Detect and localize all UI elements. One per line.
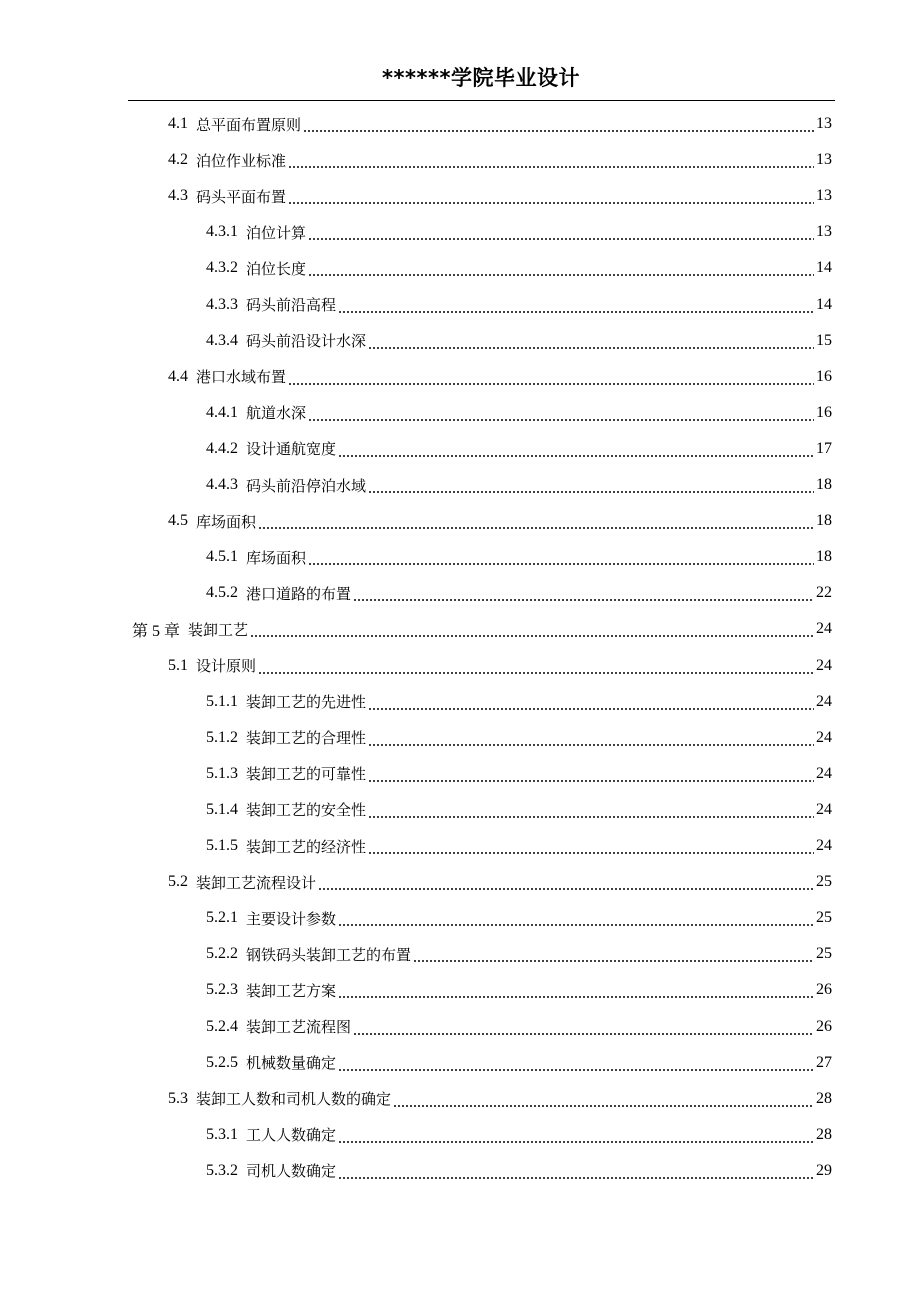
toc-entry[interactable]: [206, 214, 832, 250]
toc-dot-leader: [338, 924, 814, 926]
toc-dot-leader: [368, 852, 814, 854]
toc-dot-leader: [288, 383, 814, 385]
toc-entry[interactable]: [168, 178, 832, 214]
toc-entry-number: 5.2.4: [206, 1017, 238, 1035]
toc-dot-leader: [258, 672, 814, 674]
toc-entry-title: 港口道路的布置: [246, 584, 352, 603]
toc-entry-page-number: 18: [816, 512, 832, 530]
toc-dot-leader: [303, 130, 814, 132]
toc-entry[interactable]: [206, 467, 832, 503]
toc-entry[interactable]: [206, 828, 832, 864]
toc-entry[interactable]: [206, 684, 832, 720]
toc-entry-page-number: 24: [816, 656, 832, 674]
toc-dot-leader: [338, 311, 814, 313]
toc-entry-number: 4.5: [168, 512, 188, 530]
toc-entry-page-number: 22: [816, 584, 832, 602]
toc-entry-page-number: 13: [816, 151, 832, 169]
toc-entry-page-number: 26: [816, 981, 832, 999]
toc-entry-number: 4.3.1: [206, 223, 238, 241]
toc-entry-page-number: 14: [816, 259, 832, 277]
toc-dot-leader: [368, 491, 814, 493]
toc-entry-page-number: 24: [816, 764, 832, 782]
toc-entry-number: 5.2.3: [206, 981, 238, 999]
toc-dot-leader: [288, 202, 814, 204]
toc-entry[interactable]: [206, 1045, 832, 1081]
page-header-title: ******学院毕业设计: [382, 66, 580, 90]
toc-entry-number: 4.4.3: [206, 476, 238, 493]
toc-entry-number: 5.2.1: [206, 909, 238, 927]
toc-dot-leader: [308, 238, 814, 240]
toc-entry-number: 5.1.2: [206, 728, 238, 746]
toc-entry-title: 装卸工艺的先进性: [246, 693, 367, 712]
toc-entry-title: 港口水域布置: [196, 368, 287, 387]
toc-entry-page-number: 24: [816, 692, 832, 710]
toc-entry-page-number: 28: [816, 1125, 832, 1143]
toc-dot-leader: [338, 1141, 814, 1143]
toc-entry-page-number: 14: [816, 295, 832, 313]
toc-entry-page-number: 15: [816, 331, 832, 349]
toc-entry[interactable]: [206, 539, 832, 575]
toc-dot-leader: [308, 274, 814, 276]
toc-entry-number: 5.1: [168, 656, 188, 674]
toc-entry-title: 装卸工艺流程设计: [196, 873, 317, 892]
toc-entry[interactable]: [206, 1117, 832, 1153]
toc-dot-leader: [308, 419, 814, 421]
toc-entry-title: 码头前沿高程: [246, 296, 337, 314]
toc-entry[interactable]: [206, 792, 832, 828]
toc-entry-number: 5.2: [168, 873, 188, 891]
toc-entry-title: 库场面积: [196, 512, 257, 531]
toc-dot-leader: [353, 1033, 814, 1035]
toc-entry-page-number: 25: [816, 873, 832, 891]
toc-dot-leader: [338, 996, 814, 998]
toc-entry-page-number: 24: [816, 728, 832, 746]
toc-entry[interactable]: [206, 250, 832, 286]
toc-entry-page-number: 24: [816, 620, 832, 638]
toc-entry-title: 装卸工人数和司机人数的确定: [196, 1090, 392, 1109]
toc-entry-number: 5.3.2: [206, 1161, 238, 1179]
toc-entry[interactable]: [206, 972, 832, 1008]
toc-entry[interactable]: [206, 431, 832, 467]
toc-entry-page-number: 18: [816, 548, 832, 566]
toc-entry-title: 库场面积: [246, 548, 307, 567]
toc-entry-number: 5.3.1: [206, 1125, 238, 1143]
toc-entry-title: 装卸工艺的合理性: [246, 729, 367, 748]
toc-entry-number: 5.2.2: [206, 945, 238, 963]
toc-dot-leader: [353, 599, 814, 601]
toc-entry-page-number: 16: [816, 403, 832, 421]
toc-entry[interactable]: [206, 756, 832, 792]
toc-dot-leader: [368, 780, 814, 782]
toc-entry-title: 总平面布置原则: [196, 115, 302, 134]
toc-entry-title: 航道水深: [246, 404, 307, 423]
toc-dot-leader: [368, 347, 814, 349]
toc-dot-leader: [413, 960, 814, 962]
toc-entry[interactable]: [168, 1081, 832, 1117]
toc-entry-page-number: 13: [816, 187, 832, 205]
toc-entry-number: 5.1.3: [206, 764, 238, 782]
toc-entry-page-number: 17: [816, 439, 832, 457]
toc-dot-leader: [318, 888, 814, 890]
toc-entry[interactable]: [132, 611, 832, 647]
toc-entry-title: 机械数量确定: [246, 1054, 337, 1073]
toc-entry-number: 5.1.5: [206, 837, 238, 854]
toc-entry[interactable]: [168, 864, 832, 900]
toc-entry-page-number: 16: [816, 367, 832, 385]
toc-entry-page-number: 29: [816, 1161, 832, 1179]
toc-entry-number: 4.3.4: [206, 331, 238, 349]
toc-entry[interactable]: [206, 1153, 832, 1189]
toc-entry-title: 装卸工艺方案: [246, 981, 337, 1000]
toc-entry[interactable]: [168, 359, 832, 395]
toc-entry-page-number: 27: [816, 1053, 832, 1071]
toc-entry-page-number: 25: [816, 945, 832, 963]
toc-entry[interactable]: [168, 503, 832, 539]
toc-entry-number: 4.5.2: [206, 584, 238, 602]
toc-entry-title: 装卸工艺的可靠性: [246, 765, 367, 784]
toc-entry-number: 4.3: [168, 187, 188, 205]
toc-entry-page-number: 24: [816, 837, 832, 854]
toc-entry-title: 泊位作业标准: [196, 151, 287, 170]
toc-entry-number: 5.1.4: [206, 800, 238, 818]
toc-entry[interactable]: [206, 575, 832, 611]
toc-entry-number: 5.2.5: [206, 1053, 238, 1071]
toc-entry-number: 4.3.2: [206, 259, 238, 277]
toc-entry-number: 4.4.2: [206, 439, 238, 457]
toc-entry-page-number: 28: [816, 1089, 832, 1107]
toc-entry-page-number: 25: [816, 909, 832, 927]
toc-entry-title: 码头前沿设计水深: [246, 332, 367, 351]
toc-dot-leader: [338, 1177, 814, 1179]
toc-entry-number: 4.2: [168, 151, 188, 169]
toc-entry[interactable]: [168, 142, 832, 178]
toc-entry-title: 泊位计算: [246, 223, 307, 242]
toc-entry[interactable]: [168, 106, 832, 142]
toc-entry-number: 4.1: [168, 115, 188, 132]
toc-entry-title: 钢铁码头装卸工艺的布置: [246, 945, 412, 964]
toc-dot-leader: [368, 816, 814, 818]
toc-entry[interactable]: [206, 395, 832, 431]
toc-entry-title: 工人人数确定: [246, 1126, 337, 1145]
toc-entry-title: 装卸工艺流程图: [246, 1018, 352, 1036]
toc-entry-title: 码头前沿停泊水域: [246, 476, 367, 495]
toc-entry-number: 4.3.3: [206, 295, 238, 313]
toc-entry-title: 设计原则: [196, 657, 257, 675]
toc-entry-number: 4.5.1: [206, 548, 238, 566]
toc-entry-page-number: 24: [816, 800, 832, 818]
toc-entry-title: 主要设计参数: [246, 909, 337, 928]
toc-entry-title: 装卸工艺: [188, 620, 249, 639]
toc-dot-leader: [338, 455, 814, 457]
toc-entry-page-number: 13: [816, 223, 832, 241]
toc-entry[interactable]: [206, 720, 832, 756]
toc-dot-leader: [368, 744, 814, 746]
toc-dot-leader: [308, 563, 814, 565]
toc-entry-title: 泊位长度: [246, 259, 307, 278]
toc-entry[interactable]: [206, 936, 832, 972]
toc-entry-title: 装卸工艺的经济性: [246, 837, 367, 856]
toc-entry-title: 码头平面布置: [196, 187, 287, 206]
toc-entry[interactable]: [168, 648, 832, 684]
toc-entry-title: 装卸工艺的安全性: [246, 801, 367, 820]
toc-entry-title: 司机人数确定: [246, 1162, 337, 1181]
toc-dot-leader: [258, 527, 814, 529]
toc-dot-leader: [250, 635, 814, 637]
toc-entry-page-number: 13: [816, 115, 832, 132]
toc-entry[interactable]: [206, 1009, 832, 1045]
header-divider: [128, 100, 835, 101]
toc-dot-leader: [288, 166, 814, 168]
toc-entry-title: 设计通航宽度: [246, 440, 337, 459]
toc-entry-number: 4.4.1: [206, 403, 238, 421]
toc-entry-number: 第 5 章: [132, 622, 181, 640]
toc-entry-number: 5.3: [168, 1089, 188, 1107]
toc-entry-page-number: 18: [816, 476, 832, 493]
toc-entry-number: 4.4: [168, 367, 188, 385]
toc-dot-leader: [393, 1105, 814, 1107]
toc-entry-page-number: 26: [816, 1017, 832, 1035]
toc-entry[interactable]: [206, 323, 832, 359]
toc-entry[interactable]: [206, 287, 832, 323]
toc-dot-leader: [368, 708, 814, 710]
toc-entry[interactable]: [206, 900, 832, 936]
toc-dot-leader: [338, 1069, 814, 1071]
toc-entry-number: 5.1.1: [206, 692, 238, 710]
